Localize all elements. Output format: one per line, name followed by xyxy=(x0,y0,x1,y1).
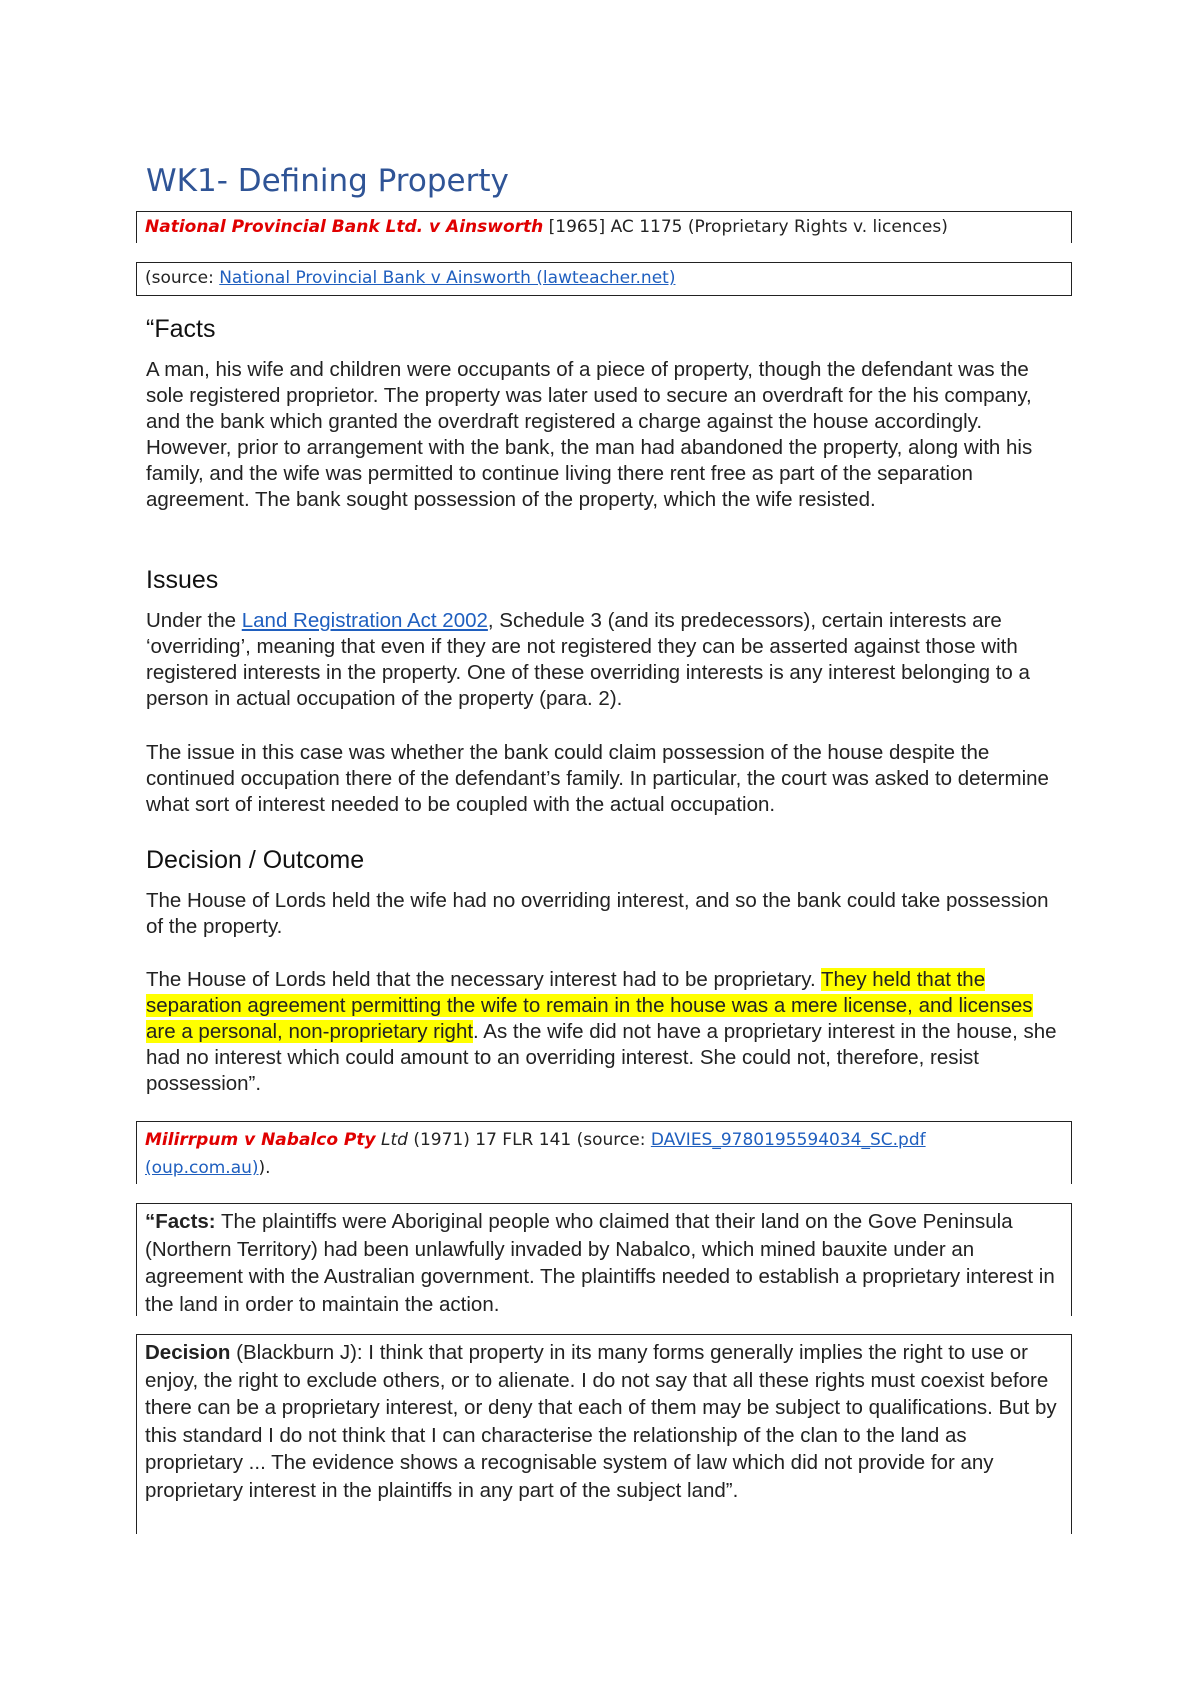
land-registration-act-link[interactable]: Land Registration Act 2002 xyxy=(241,609,488,632)
case2-name: Milirrpum v Nabalco Pty xyxy=(145,1130,376,1150)
case1-source-link[interactable]: National Provincial Bank v Ainsworth (lawteacher.net) xyxy=(219,268,676,288)
case2-ltd: Ltd xyxy=(375,1130,408,1150)
case1-citation: [1965] AC 1175 (Proprietary Rights v. licences) xyxy=(543,217,948,237)
case2-decision-box xyxy=(136,1334,1072,1534)
decision-heading: Decision / Outcome xyxy=(146,846,365,874)
page-title: WK1- Defining Property xyxy=(146,163,509,199)
issues-p1-after: , Schedule 3 (and its predecessors), certain interests are ‘overriding’, meaning that even if they are not registered they can be asserted against those with registered interests in the property. One of these overriding interests is any interest belonging to a person in actual occupation of the property (para. 2). xyxy=(146,609,1030,710)
case1-source-prefix: (source: xyxy=(145,268,220,288)
case2-source-link-1[interactable]: DAVIES_9780195594034_SC.pdf xyxy=(650,1130,926,1150)
case2-facts-label: “Facts: xyxy=(145,1210,216,1233)
issues-p1-before: Under the xyxy=(146,609,242,632)
case1-name: National Provincial Bank Ltd. v Ainsworth xyxy=(145,217,544,237)
case2-citation: (1971) 17 FLR 141 (source: xyxy=(407,1130,651,1150)
highlighted-text: They held that the separation agreement permitting the wife to remain in the house was a mere license, and licenses are a personal, non-proprietary right xyxy=(146,968,1033,1043)
issues-paragraph-1 xyxy=(146,608,1066,712)
decision-paragraph-2 xyxy=(146,967,1066,1097)
decision-p2-before: The House of Lords held that the necessary interest had to be proprietary. xyxy=(146,968,821,991)
case1-source-box xyxy=(136,262,1072,296)
case1-citation-box xyxy=(136,211,1072,243)
issues-heading: Issues xyxy=(146,566,219,594)
case2-facts-text: The plaintiffs were Aboriginal people who claimed that their land on the Gove Peninsula (Northern Territory) had been unlawfully invaded by Nabalco, which mined bauxite under an agreement with the Australian government. The plaintiffs needed to establish a proprietary interest in the land in order to maintain the action. xyxy=(145,1210,1055,1316)
facts-heading: “Facts xyxy=(146,315,216,343)
case2-decision-text: (Blackburn J): I think that property in its many forms generally implies the right to use or enjoy, the right to exclude others, or to alienate. I do not say that all these rights must coexist before there can be a proprietary interest, or deny that each of them may be subject to qualifications. But by this standard I do not think that I can characterise the relationship of the clan to the land as proprietary ... The evidence shows a recognisable system of law which did not provide for any proprietary interest in the plaintiffs in any part of the subject land”. xyxy=(145,1341,1057,1502)
facts-paragraph: A man, his wife and children were occupants of a piece of property, though the defendant was the sole registered proprietor. The property was later used to secure an overdraft for the his company, and the bank which granted the overdraft registered a charge against the house accordingly. However, prior to arrangement with the bank, the man had abandoned the property, along with his family, and the wife was permitted to continue living there rent free as part of the separation agreement. The bank sought possession of the property, which the wife resisted. xyxy=(146,358,1033,511)
case2-source-close: ). xyxy=(258,1158,271,1178)
case2-source-link-2[interactable]: (oup.com.au) xyxy=(145,1158,259,1178)
case2-facts-box xyxy=(136,1203,1072,1316)
decision-p2-after: . As the wife did not have a proprietary interest in the house, she had no interest which could amount to an overriding interest. She could not, therefore, resist possession”. xyxy=(146,1020,1057,1095)
decision-paragraph-1: The House of Lords held the wife had no overriding interest, and so the bank could take possession of the property. xyxy=(146,889,1049,938)
case2-decision-label: Decision xyxy=(145,1341,231,1364)
issues-paragraph-2: The issue in this case was whether the bank could claim possession of the house despite the continued occupation there of the defendant’s family. In particular, the court was asked to determine what sort of interest needed to be coupled with the actual occupation. xyxy=(146,741,1049,816)
case2-citation-box xyxy=(136,1121,1072,1184)
